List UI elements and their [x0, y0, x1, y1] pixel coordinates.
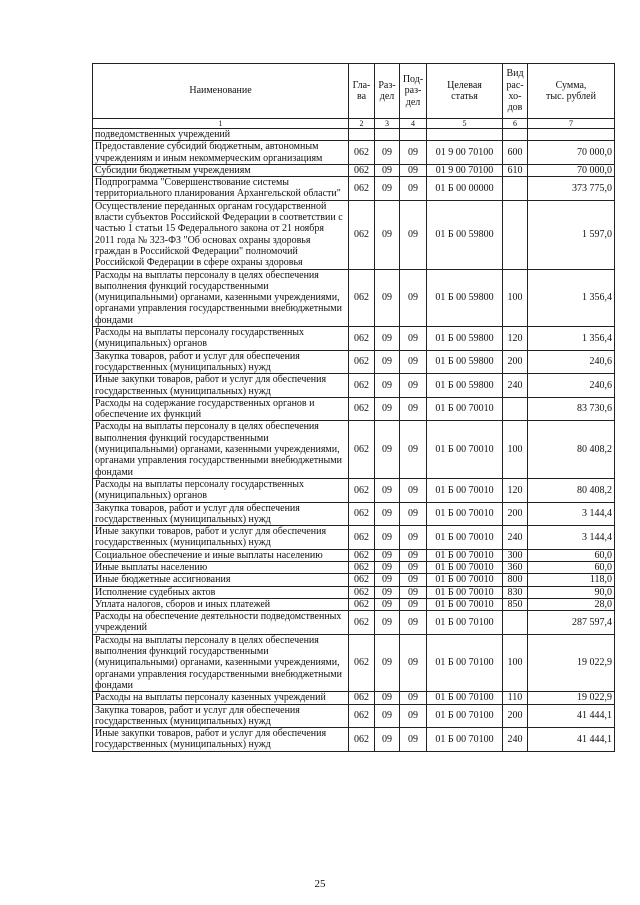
cell-subsection: 09: [400, 704, 427, 728]
cell-subsection: 09: [400, 200, 427, 269]
cell-section: 09: [375, 164, 400, 176]
cell-name: подведомственных учреждений: [93, 129, 349, 141]
cell-subsection: 09: [400, 350, 427, 374]
cell-section: 09: [375, 549, 400, 561]
cell-amount: 240,6: [528, 374, 615, 398]
cell-kind: 800: [503, 574, 528, 586]
table-row: [93, 586, 615, 598]
cell-name: Расходы на выплаты персоналу в целях обеспечения выполнения функций государственными (муниципальными) органами, казенными учреждениями, органами управления государственными внебюджетными фондами: [93, 269, 349, 326]
table-row: [93, 561, 615, 573]
cell-subsection: 09: [400, 141, 427, 165]
table-row: [93, 269, 615, 326]
cell-section: 09: [375, 327, 400, 351]
cell-chapter: 062: [349, 561, 375, 573]
cell-kind: 610: [503, 164, 528, 176]
cell-amount: 41 444,1: [528, 704, 615, 728]
cell-name: Предоставление субсидий бюджетным, автономным учреждениям и иным некоммерческим организациям: [93, 141, 349, 165]
cell-name: Уплата налогов, сборов и иных платежей: [93, 598, 349, 610]
cell-name: Расходы на выплаты персоналу государственных (муниципальных) органов: [93, 478, 349, 502]
cell-amount: 60,0: [528, 549, 615, 561]
table-row: [93, 574, 615, 586]
cell-chapter: 062: [349, 374, 375, 398]
cell-name: Иные бюджетные ассигнования: [93, 574, 349, 586]
cell-kind: 600: [503, 141, 528, 165]
header-amount: Сумма, тыс. рублей: [528, 64, 615, 119]
cell-target: 01 Б 00 59800: [427, 327, 503, 351]
cell-chapter: 062: [349, 141, 375, 165]
cell-name: Расходы на выплаты персоналу казенных учреждений: [93, 692, 349, 704]
cell-amount: 1 356,4: [528, 269, 615, 326]
header-chapter: Гла- ва: [349, 64, 375, 119]
cell-amount: 28,0: [528, 598, 615, 610]
cell-subsection: 09: [400, 549, 427, 561]
cell-subsection: 09: [400, 327, 427, 351]
table-row: [93, 549, 615, 561]
cell-chapter: 062: [349, 269, 375, 326]
cell-kind: 100: [503, 269, 528, 326]
column-number: 7: [528, 119, 615, 129]
cell-section: 09: [375, 586, 400, 598]
table-row: [93, 704, 615, 728]
cell-section: 09: [375, 141, 400, 165]
cell-section: 09: [375, 478, 400, 502]
cell-subsection: 09: [400, 692, 427, 704]
cell-kind: [503, 177, 528, 201]
cell-chapter: 062: [349, 611, 375, 635]
cell-subsection: 09: [400, 634, 427, 691]
cell-chapter: 062: [349, 421, 375, 478]
table-row: [93, 129, 615, 141]
cell-subsection: 09: [400, 177, 427, 201]
cell-name: Закупка товаров, работ и услуг для обеспечения государственных (муниципальных) нужд: [93, 502, 349, 526]
cell-target: 01 Б 00 70100: [427, 611, 503, 635]
cell-name: Расходы на выплаты персоналу в целях обеспечения выполнения функций государственными (муниципальными) органами, казенными учреждениями, органами управления государственными внебюджетными фондами: [93, 634, 349, 691]
cell-section: 09: [375, 374, 400, 398]
cell-section: 09: [375, 574, 400, 586]
cell-amount: 3 144,4: [528, 502, 615, 526]
cell-name: Иные закупки товаров, работ и услуг для обеспечения государственных (муниципальных) нужд: [93, 526, 349, 550]
cell-subsection: 09: [400, 561, 427, 573]
header-target: Целевая статья: [427, 64, 503, 119]
cell-section: 09: [375, 526, 400, 550]
cell-amount: [528, 129, 615, 141]
cell-amount: 83 730,6: [528, 397, 615, 421]
column-number: 4: [400, 119, 427, 129]
header-section: Раз- дел: [375, 64, 400, 119]
cell-chapter: 062: [349, 177, 375, 201]
cell-target: 01 9 00 70100: [427, 164, 503, 176]
table-row: [93, 200, 615, 269]
cell-section: 09: [375, 611, 400, 635]
cell-section: 09: [375, 397, 400, 421]
cell-section: 09: [375, 350, 400, 374]
cell-amount: 1 597,0: [528, 200, 615, 269]
table-row: [93, 397, 615, 421]
cell-section: 09: [375, 561, 400, 573]
cell-kind: 120: [503, 327, 528, 351]
cell-target: [427, 129, 503, 141]
cell-name: Иные закупки товаров, работ и услуг для обеспечения государственных (муниципальных) нужд: [93, 374, 349, 398]
cell-name: Иные закупки товаров, работ и услуг для обеспечения государственных (муниципальных) нужд: [93, 728, 349, 752]
cell-target: 01 Б 00 59800: [427, 269, 503, 326]
column-number: 3: [375, 119, 400, 129]
cell-kind: 240: [503, 728, 528, 752]
cell-kind: 200: [503, 502, 528, 526]
cell-name: Социальное обеспечение и иные выплаты населению: [93, 549, 349, 561]
cell-chapter: 062: [349, 692, 375, 704]
cell-kind: [503, 397, 528, 421]
cell-subsection: 09: [400, 502, 427, 526]
cell-subsection: [400, 129, 427, 141]
cell-target: 01 Б 00 70010: [427, 549, 503, 561]
cell-target: 01 Б 00 70010: [427, 598, 503, 610]
column-number-row: [93, 119, 615, 129]
cell-subsection: 09: [400, 374, 427, 398]
table-row: [93, 692, 615, 704]
cell-amount: 19 022,9: [528, 634, 615, 691]
cell-target: 01 Б 00 70100: [427, 634, 503, 691]
cell-name: Подпрограмма "Совершенствование системы территориального планирования Архангельской области": [93, 177, 349, 201]
cell-target: 01 Б 00 59800: [427, 200, 503, 269]
table-row: [93, 634, 615, 691]
cell-target: 01 Б 00 70010: [427, 421, 503, 478]
cell-section: 09: [375, 200, 400, 269]
cell-target: 01 Б 00 59800: [427, 374, 503, 398]
table-row: [93, 177, 615, 201]
cell-target: 01 Б 00 70010: [427, 397, 503, 421]
cell-name: Расходы на выплаты персоналу в целях обеспечения выполнения функций государственными (муниципальными) органами, казенными учреждениями, органами управления государственными внебюджетными фондами: [93, 421, 349, 478]
cell-chapter: 062: [349, 164, 375, 176]
cell-name: Расходы на выплаты персоналу государственных (муниципальных) органов: [93, 327, 349, 351]
cell-subsection: 09: [400, 421, 427, 478]
cell-amount: 60,0: [528, 561, 615, 573]
table-row: [93, 421, 615, 478]
cell-amount: 41 444,1: [528, 728, 615, 752]
cell-name: Расходы на обеспечение деятельности подведомственных учреждений: [93, 611, 349, 635]
table-row: [93, 526, 615, 550]
cell-subsection: 09: [400, 269, 427, 326]
table-row: [93, 728, 615, 752]
cell-kind: 300: [503, 549, 528, 561]
cell-kind: 100: [503, 421, 528, 478]
cell-chapter: 062: [349, 350, 375, 374]
cell-section: 09: [375, 269, 400, 326]
cell-subsection: 09: [400, 611, 427, 635]
table-body: [93, 129, 615, 752]
cell-subsection: 09: [400, 728, 427, 752]
cell-section: 09: [375, 421, 400, 478]
cell-kind: 850: [503, 598, 528, 610]
table-row: [93, 478, 615, 502]
cell-target: 01 Б 00 70100: [427, 704, 503, 728]
cell-amount: 19 022,9: [528, 692, 615, 704]
cell-chapter: 062: [349, 200, 375, 269]
table-row: [93, 350, 615, 374]
table-row: [93, 374, 615, 398]
cell-subsection: 09: [400, 478, 427, 502]
cell-chapter: 062: [349, 728, 375, 752]
cell-amount: 373 775,0: [528, 177, 615, 201]
cell-section: 09: [375, 692, 400, 704]
cell-target: 01 Б 00 70010: [427, 478, 503, 502]
cell-name: Расходы на содержание государственных органов и обеспечение их функций: [93, 397, 349, 421]
cell-amount: 3 144,4: [528, 526, 615, 550]
cell-amount: 80 408,2: [528, 421, 615, 478]
header-row: [93, 64, 615, 119]
column-number: 1: [93, 119, 349, 129]
cell-target: 01 Б 00 70010: [427, 502, 503, 526]
cell-chapter: 062: [349, 586, 375, 598]
cell-amount: 90,0: [528, 586, 615, 598]
cell-target: 01 Б 00 70010: [427, 526, 503, 550]
cell-kind: 240: [503, 374, 528, 398]
table-row: [93, 598, 615, 610]
cell-target: 01 Б 00 00000: [427, 177, 503, 201]
cell-subsection: 09: [400, 526, 427, 550]
cell-name: Закупка товаров, работ и услуг для обеспечения государственных (муниципальных) нужд: [93, 704, 349, 728]
cell-amount: 1 356,4: [528, 327, 615, 351]
cell-section: 09: [375, 634, 400, 691]
column-number: 2: [349, 119, 375, 129]
cell-kind: 360: [503, 561, 528, 573]
cell-kind: [503, 611, 528, 635]
cell-name: Осуществление переданных органам государственной власти субъектов Российской Федерации в соответствии с частью 1 статьи 15 Федерального закона от 21 ноября 2011 года № 323-ФЗ "Об основах охраны здоровья граждан в Российской Федерации" полномочий Российской Федерации в сфере охраны здоровья: [93, 200, 349, 269]
budget-table: [92, 63, 615, 752]
cell-name: Иные выплаты населению: [93, 561, 349, 573]
header-subsection: Под- раз- дел: [400, 64, 427, 119]
cell-amount: 70 000,0: [528, 141, 615, 165]
cell-chapter: 062: [349, 327, 375, 351]
header-kind: Вид рас- хо- дов: [503, 64, 528, 119]
table-row: [93, 502, 615, 526]
page-number: 25: [314, 878, 326, 890]
cell-section: 09: [375, 177, 400, 201]
cell-chapter: 062: [349, 574, 375, 586]
cell-kind: 120: [503, 478, 528, 502]
column-number: 6: [503, 119, 528, 129]
cell-chapter: 062: [349, 502, 375, 526]
cell-kind: 200: [503, 704, 528, 728]
cell-chapter: 062: [349, 549, 375, 561]
cell-chapter: 062: [349, 478, 375, 502]
cell-kind: 100: [503, 634, 528, 691]
cell-subsection: 09: [400, 397, 427, 421]
cell-kind: [503, 129, 528, 141]
cell-target: 01 Б 00 70100: [427, 692, 503, 704]
cell-kind: [503, 200, 528, 269]
cell-target: 01 Б 00 59800: [427, 350, 503, 374]
cell-name: Исполнение судебных актов: [93, 586, 349, 598]
table-row: [93, 141, 615, 165]
cell-chapter: 062: [349, 634, 375, 691]
column-number: 5: [427, 119, 503, 129]
cell-subsection: 09: [400, 574, 427, 586]
cell-chapter: 062: [349, 704, 375, 728]
cell-subsection: 09: [400, 586, 427, 598]
cell-chapter: 062: [349, 526, 375, 550]
cell-name: Субсидии бюджетным учреждениям: [93, 164, 349, 176]
cell-name: Закупка товаров, работ и услуг для обеспечения государственных (муниципальных) нужд: [93, 350, 349, 374]
cell-target: 01 Б 00 70010: [427, 561, 503, 573]
cell-section: 09: [375, 598, 400, 610]
cell-target: 01 Б 00 70100: [427, 728, 503, 752]
table-row: [93, 164, 615, 176]
cell-chapter: 062: [349, 598, 375, 610]
cell-kind: 830: [503, 586, 528, 598]
cell-amount: 70 000,0: [528, 164, 615, 176]
table-row: [93, 611, 615, 635]
cell-chapter: [349, 129, 375, 141]
cell-amount: 240,6: [528, 350, 615, 374]
cell-section: 09: [375, 704, 400, 728]
table-row: [93, 327, 615, 351]
cell-section: 09: [375, 728, 400, 752]
cell-chapter: 062: [349, 397, 375, 421]
cell-kind: 110: [503, 692, 528, 704]
cell-kind: 200: [503, 350, 528, 374]
cell-target: 01 Б 00 70010: [427, 586, 503, 598]
cell-kind: 240: [503, 526, 528, 550]
cell-section: 09: [375, 502, 400, 526]
cell-section: [375, 129, 400, 141]
cell-amount: 80 408,2: [528, 478, 615, 502]
cell-target: 01 Б 00 70010: [427, 574, 503, 586]
cell-subsection: 09: [400, 164, 427, 176]
cell-amount: 287 597,4: [528, 611, 615, 635]
cell-amount: 118,0: [528, 574, 615, 586]
header-name: Наименование: [93, 64, 349, 119]
cell-subsection: 09: [400, 598, 427, 610]
cell-target: 01 9 00 70100: [427, 141, 503, 165]
